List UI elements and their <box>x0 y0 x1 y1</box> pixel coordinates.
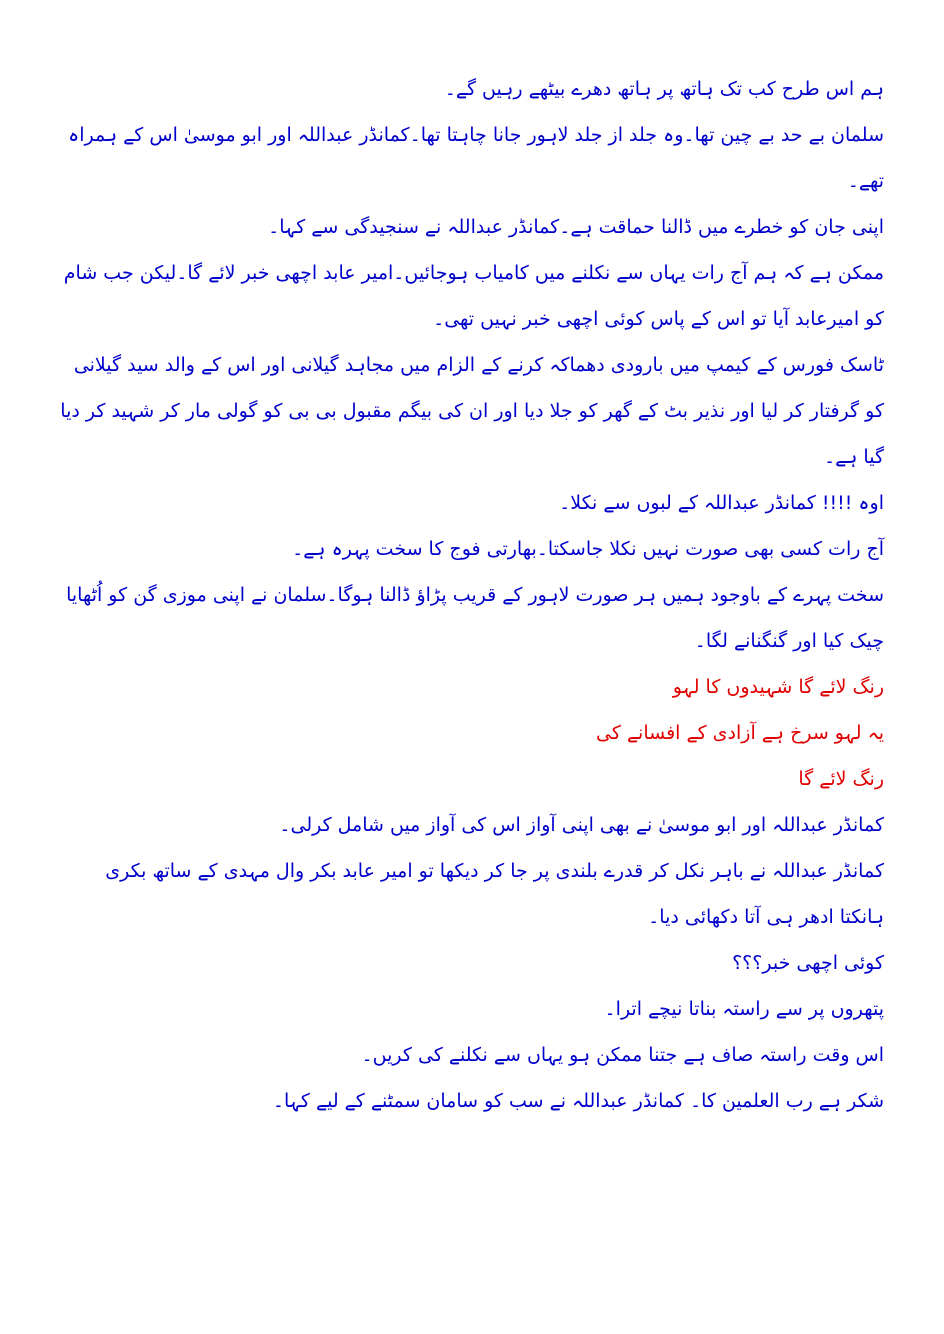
paragraph: ہم اس طرح کب تک ہاتھ پر ہاتھ دھرے بیٹھے رہیں گے۔ <box>444 78 884 100</box>
paragraph: پتھروں پر سے راستہ بناتا نیچے اترا۔ <box>604 998 884 1020</box>
poem-line: یہ لہو سرخ ہے آزادی کے افسانے کی <box>595 722 884 744</box>
poem-line: رنگ لائے گا <box>798 768 884 790</box>
paragraph: کمانڈر عبداللہ نے باہر نکل کر قدرے بلندی پر جا کر دیکھا تو امیر عابد بکر وال مہدی کے ساتھ بکری ہانکتا ادھر ہی آتا دکھائی دیا۔ <box>105 860 884 928</box>
poem-line: رنگ لائے گا شہیدوں کا لہو <box>672 676 884 698</box>
paragraph: اپنی جان کو خطرے میں ڈالنا حماقت ہے۔کمانڈر عبداللہ نے سنجیدگی سے کہا۔ <box>268 216 884 238</box>
document-body <box>60 66 884 1124</box>
paragraph: ٹاسک فورس کے کیمپ میں بارودی دھماکہ کرنے کے الزام میں مجاہد گیلانی اور اس کے والد سید گیلانی کو گرفتار کر لیا اور نذیر بٹ کے گھر کو جلا دیا اور ان کی بیگم مقبول بی بی کو گولی مار کر شہید کر دیا گیا ہے۔ <box>60 354 884 468</box>
paragraph: سخت پہرے کے باوجود ہمیں ہر صورت لاہور کے قریب پڑاؤ ڈالنا ہوگا۔سلمان نے اپنی موزی گن کو اُٹھایا چیک کیا اور گنگنانے لگا۔ <box>66 584 884 652</box>
paragraph: اس وقت راستہ صاف ہے جتنا ممکن ہو یہاں سے نکلنے کی کریں۔ <box>361 1044 884 1066</box>
paragraph: سلمان بے حد بے چین تھا۔وہ جلد از جلد لاہور جانا چاہتا تھا۔کمانڈر عبداللہ اور ابو موسیٰ اس کے ہمراہ تھے۔ <box>68 124 884 192</box>
paragraph: آج رات کسی بھی صورت نہیں نکلا جاسکتا۔بھارتی فوج کا سخت پہرہ ہے۔ <box>292 538 884 560</box>
paragraph: اوہ !!!! کمانڈر عبداللہ کے لبوں سے نکلا۔ <box>559 492 884 514</box>
paragraph: شکر ہے رب العلمین کا۔ کمانڈر عبداللہ نے سب کو سامان سمٹنے کے لیے کہا۔ <box>272 1090 884 1112</box>
paragraph: ممکن ہے کہ ہم آج رات یہاں سے نکلنے میں کامیاب ہوجائیں۔امیر عابد اچھی خبر لائے گا۔لیکن جب شام کو امیرعابد آیا تو اس کے پاس کوئی اچھی خبر نہیں تھی۔ <box>63 262 884 330</box>
paragraph: کمانڈر عبداللہ اور ابو موسیٰ نے بھی اپنی آواز اس کی آواز میں شامل کرلی۔ <box>279 814 884 836</box>
paragraph: کوئی اچھی خبر؟؟؟ <box>732 952 884 974</box>
